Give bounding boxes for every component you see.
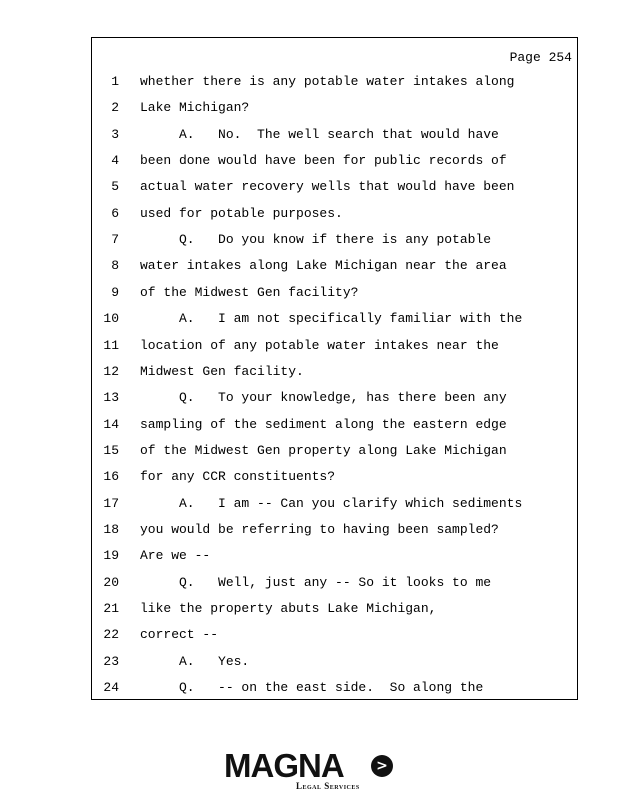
line-text: whether there is any potable water intakes along (140, 74, 515, 89)
line-text: Midwest Gen facility. (140, 363, 304, 379)
line-number: 19 (103, 548, 119, 564)
line-text: of the Midwest Gen property along Lake Michigan (140, 442, 507, 458)
line-text: sampling of the sediment along the eastern edge (140, 416, 507, 432)
line-number: 24 (103, 680, 119, 696)
line-number: 6 (111, 205, 119, 221)
line-number: 16 (103, 469, 119, 485)
line-number: 8 (111, 258, 119, 274)
line-text: you would be referring to having been sampled? (140, 521, 499, 537)
line-text: correct -- (140, 627, 219, 643)
line-text: Q. -- on the east side. So along the (140, 680, 484, 696)
line-text: Q. Do you know if there is any potable (140, 232, 492, 248)
transcript-page (91, 37, 578, 700)
line-number: 3 (111, 126, 119, 142)
line-text: A. I am -- Can you clarify which sediments (140, 495, 523, 511)
line-text: used for potable purposes. (140, 205, 343, 221)
line-text: A. Yes. (140, 653, 250, 669)
line-number: 9 (111, 284, 119, 300)
line-number: 20 (103, 574, 119, 590)
line-text: Lake Michigan? (140, 100, 250, 116)
line-number: 13 (103, 390, 119, 406)
line-text: of the Midwest Gen facility? (140, 284, 359, 300)
line-number: 22 (103, 627, 119, 643)
line-number: 10 (103, 311, 119, 327)
line-number: 12 (103, 363, 119, 379)
line-number: 7 (111, 232, 119, 248)
line-text: A. No. The well search that would have (140, 126, 499, 142)
line-text: A. I am not specifically familiar with the (140, 311, 523, 327)
magna-logo (224, 748, 404, 794)
line-number: 2 (111, 100, 119, 116)
line-number: 18 (103, 521, 119, 537)
line-text: location of any potable water intakes near the (140, 337, 499, 353)
line-number: 21 (103, 601, 119, 616)
line-number: 17 (103, 495, 119, 511)
line-text: been done would have been for public records of (140, 153, 507, 169)
line-text: water intakes along Lake Michigan near the area (140, 258, 507, 274)
line-text: Are we -- (140, 548, 211, 564)
line-text: for any CCR constituents? (140, 469, 336, 485)
line-number: 11 (103, 337, 119, 353)
line-number: 1 (111, 74, 119, 89)
line-text: actual water recovery wells that would have been (140, 179, 515, 195)
line-number: 5 (111, 179, 119, 195)
arrow-circle-icon: > (371, 755, 393, 777)
logo-wordmark: MAGNA (224, 747, 344, 784)
logo-subtitle: Legal Services (296, 781, 360, 791)
line-text: Q. To your knowledge, has there been any (140, 390, 507, 406)
line-number: 23 (103, 653, 119, 669)
line-text: like the property abuts Lake Michigan, (140, 601, 437, 616)
line-number: 4 (111, 153, 119, 169)
line-number: 15 (103, 442, 119, 458)
line-number: 14 (103, 416, 119, 432)
line-text: Q. Well, just any -- So it looks to me (140, 574, 492, 590)
page-number: Page 254 (509, 50, 572, 65)
